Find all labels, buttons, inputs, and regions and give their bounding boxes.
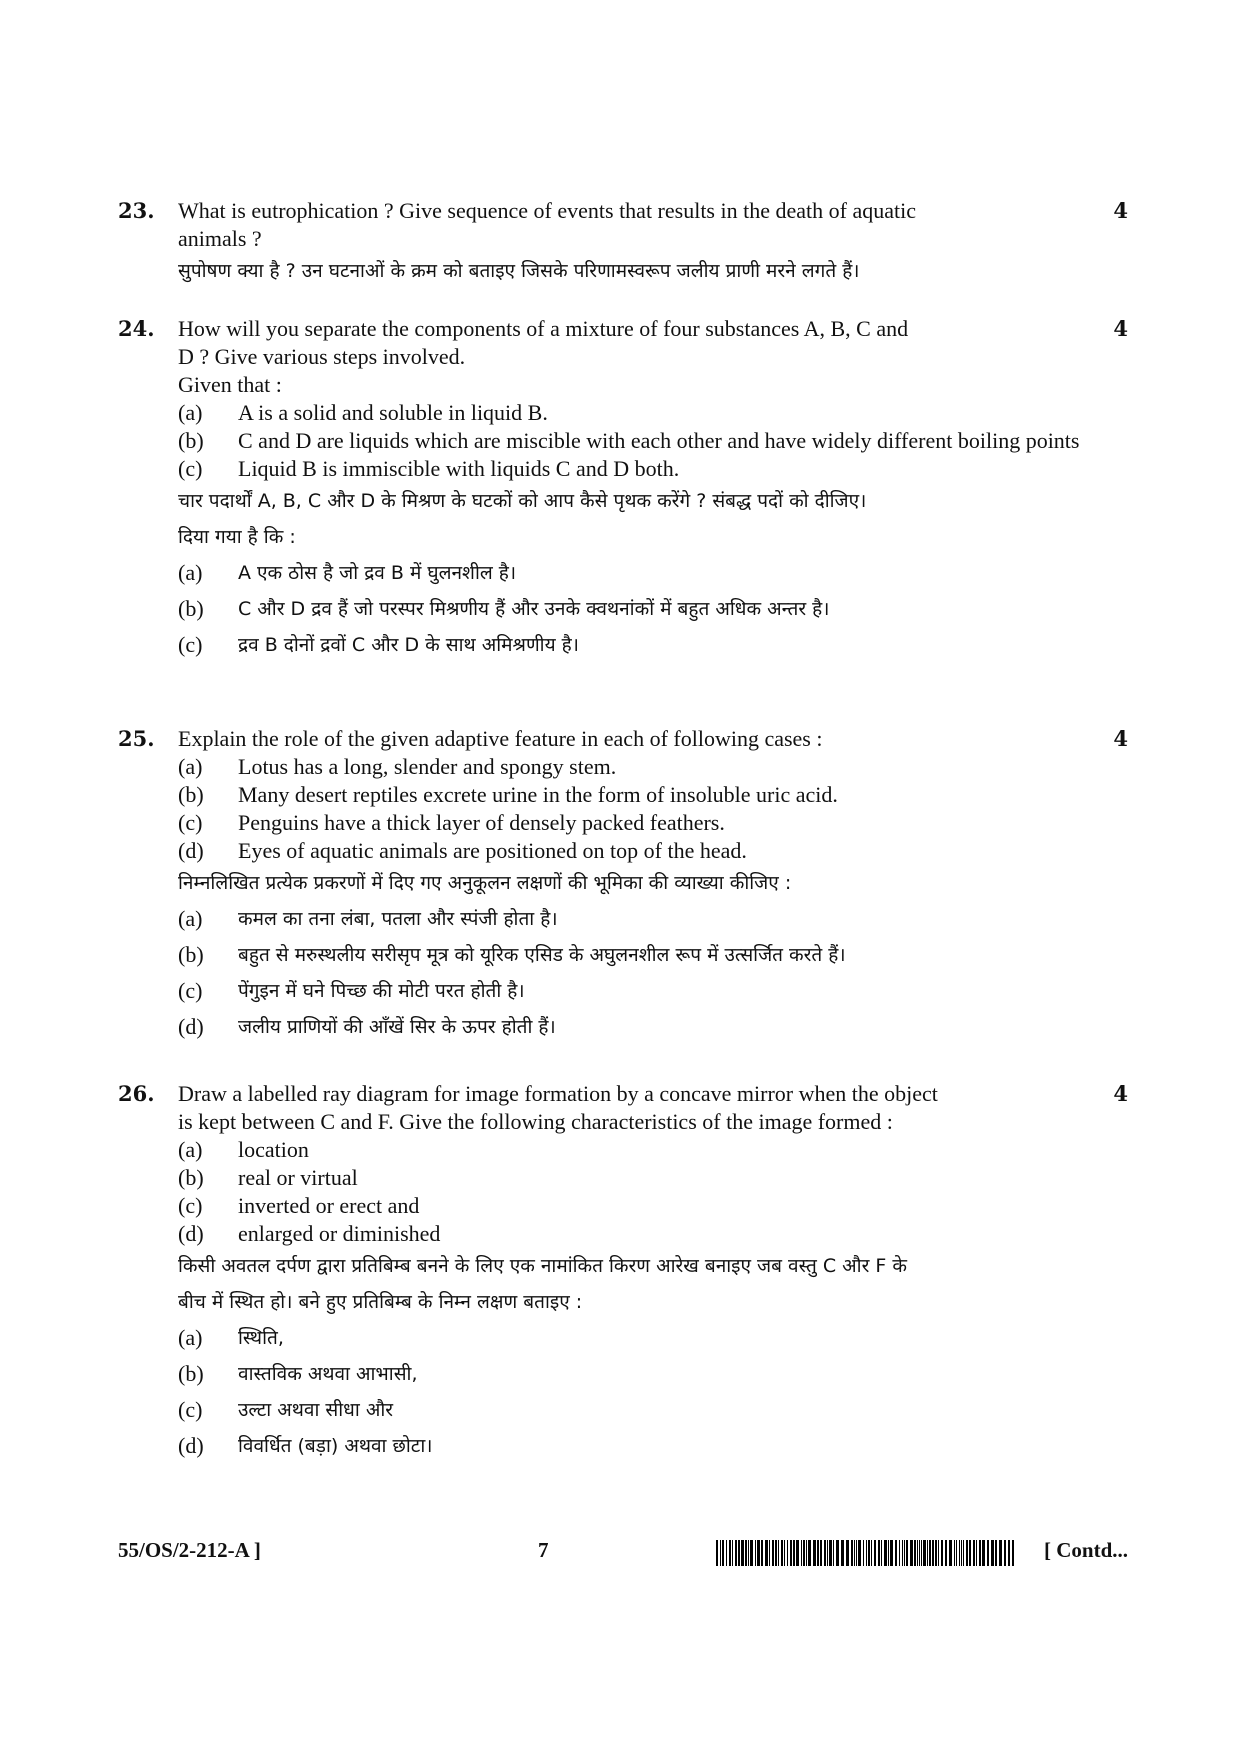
option-label: (a) [178,754,203,779]
option-text: inverted or erect and [238,1193,420,1218]
option-label: (a) [178,1325,203,1350]
hindi-option-item [178,627,1088,663]
option-item [178,1164,1088,1192]
option-item [178,399,1088,427]
option-text: location [238,1137,309,1162]
hindi-option-item [178,1356,1088,1392]
option-item [178,1192,1088,1220]
page-number: 7 [538,1538,549,1562]
option-text: विवर्धित (बड़ा) अथवा छोटा। [238,1435,433,1457]
question-text-line: is kept between C and F. Give the following characteristics of the image formed : [178,1109,893,1134]
option-text: Penguins have a thick layer of densely packed feathers. [238,810,725,835]
option-item [178,1136,1088,1164]
option-text: C और D द्रव हैं जो परस्पर मिश्रणीय हैं और उनके क्वथनांकों में बहुत अधिक अन्तर है। [238,598,830,620]
question-marks: 4 [1113,316,1128,341]
option-label: (d) [178,1433,204,1458]
option-label: (d) [178,838,204,863]
option-text: जलीय प्राणियों की आँखें सिर के ऊपर होती हैं। [238,1016,556,1038]
option-item [178,427,1088,455]
option-label: (b) [178,942,204,967]
option-text: C and D are liquids which are miscible with each other and have widely different boiling points [238,428,1080,453]
hindi-option-item [178,937,1088,973]
hindi-text-line: दिया गया है कि : [178,526,296,548]
question-number: 23. [118,198,155,223]
option-label: (c) [178,978,203,1003]
hindi-text-line: किसी अवतल दर्पण द्वारा प्रतिबिम्ब बनने के लिए एक नामांकित किरण आरेख बनाइए जब वस्तु C और F के [178,1255,907,1277]
option-label: (d) [178,1221,204,1246]
option-label: (d) [178,1014,204,1039]
question-26 [118,1080,1128,1464]
option-label: (a) [178,1137,203,1162]
option-label: (b) [178,596,204,621]
option-text: A is a solid and soluble in liquid B. [238,400,548,425]
question-text-line: animals ? [178,226,262,251]
option-label: (b) [178,782,204,807]
option-label: (c) [178,810,203,835]
option-item [178,455,1088,483]
hindi-option-item [178,973,1088,1009]
page-footer [118,1538,1128,1578]
hindi-option-item [178,1428,1088,1464]
question-25 [118,725,1128,1045]
option-text: कमल का तना लंबा, पतला और स्पंजी होता है। [238,908,558,930]
option-text: Eyes of aquatic animals are positioned on top of the head. [238,838,747,863]
option-text: द्रव B दोनों द्रवों C और D के साथ अमिश्रणीय है। [238,634,579,656]
question-text-line: D ? Give various steps involved. [178,344,466,369]
question-text-line: How will you separate the components of a mixture of four substances A, B, C and [178,316,909,341]
option-text: Lotus has a long, slender and spongy stem. [238,754,617,779]
hindi-text-line: चार पदार्थों A, B, C और D के मिश्रण के घटकों को आप कैसे पृथक करेंगे ? संबद्ध पदों को दीजिए। [178,490,867,512]
hindi-option-item [178,555,1088,591]
option-label: (a) [178,906,203,931]
question-text-line: Explain the role of the given adaptive feature in each of following cases : [178,726,823,751]
option-label: (c) [178,456,203,481]
option-label: (b) [178,428,204,453]
question-marks: 4 [1113,1081,1128,1106]
question-number: 26. [118,1081,155,1106]
question-23 [118,197,1128,289]
question-text-line: Draw a labelled ray diagram for image formation by a concave mirror when the object [178,1081,938,1106]
option-item [178,753,1088,781]
option-item [178,1220,1088,1248]
option-text: enlarged or diminished [238,1221,441,1246]
paper-code: 55/OS/2-212-A ] [118,1538,261,1562]
option-text: A एक ठोस है जो द्रव B में घुलनशील है। [238,562,517,584]
option-text: real or virtual [238,1165,358,1190]
option-label: (a) [178,400,203,425]
question-number: 25. [118,726,155,751]
question-24 [118,315,1128,663]
option-text: स्थिति, [238,1327,284,1349]
option-label: (c) [178,1397,203,1422]
contd-label: [ Contd... [1043,1538,1128,1562]
option-label: (a) [178,560,203,585]
hindi-option-item [178,901,1088,937]
option-text: Many desert reptiles excrete urine in the form of insoluble uric acid. [238,782,838,807]
hindi-option-item [178,1392,1088,1428]
option-label: (c) [178,1193,203,1218]
option-text: उल्टा अथवा सीधा और [238,1399,394,1421]
option-item [178,809,1088,837]
option-item [178,837,1088,865]
hindi-option-item [178,1009,1088,1045]
hindi-option-item [178,591,1088,627]
option-text: पेंगुइन में घने पिच्छ की मोटी परत होती है। [238,980,525,1002]
option-label: (b) [178,1165,204,1190]
question-text-line: Given that : [178,372,282,397]
question-marks: 4 [1113,726,1128,751]
question-text-line: What is eutrophication ? Give sequence of events that results in the death of aquatic [178,198,916,223]
hindi-option-item [178,1320,1088,1356]
option-item [178,781,1088,809]
question-marks: 4 [1113,198,1128,223]
hindi-text-line: बीच में स्थित हो। बने हुए प्रतिबिम्ब के निम्न लक्षण बताइए : [178,1291,583,1313]
option-text: वास्तविक अथवा आभासी, [238,1363,418,1385]
option-label: (c) [178,632,203,657]
option-label: (b) [178,1361,204,1386]
hindi-text-line: सुपोषण क्या है ? उन घटनाओं के क्रम को बताइए जिसके परिणामस्वरूप जलीय प्राणी मरने लगते हैं। [178,260,860,282]
hindi-text-line: निम्नलिखित प्रत्येक प्रकरणों में दिए गए अनुकूलन लक्षणों की भूमिका की व्याख्या कीजिए : [178,872,792,894]
option-text: बहुत से मरुस्थलीय सरीसृप मूत्र को यूरिक एसिड के अघुलनशील रूप में उत्सर्जित करते हैं। [238,944,846,966]
barcode-icon [716,1540,1016,1566]
option-text: Liquid B is immiscible with liquids C and D both. [238,456,680,481]
question-number: 24. [118,316,155,341]
